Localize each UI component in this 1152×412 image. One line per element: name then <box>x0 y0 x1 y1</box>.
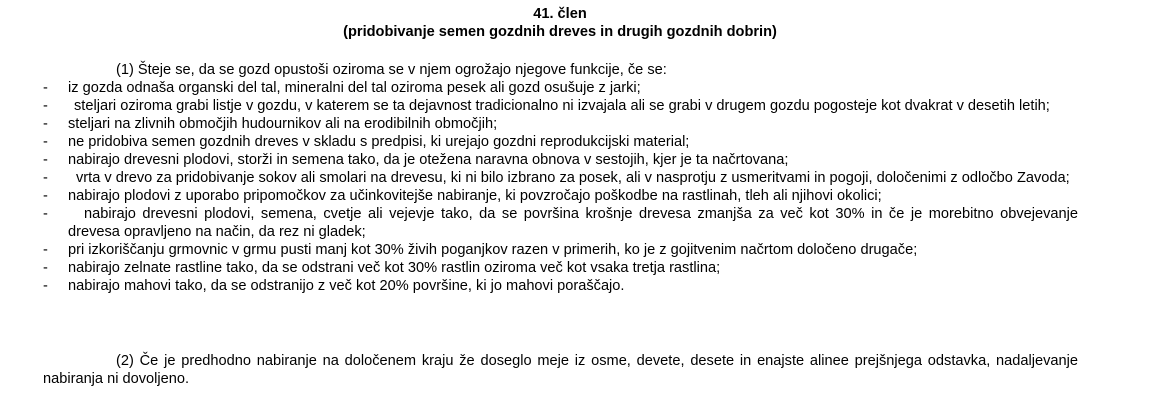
list-item-text: nabirajo drevesni plodovi, semena, cvetje ali vejevje tako, da se površina krošnje drevesa zmanjša za več kot 30% in če je morebitno obvejevanje drevesa opravljeno na način, da rez ni gladek; <box>68 206 1078 240</box>
list-item-text: ne pridobiva semen gozdnih dreves v skladu s predpisi, ki urejajo gozdni reprodukcijski material; <box>68 134 690 150</box>
paragraph-2: (2) Če je predhodno nabiranje na določenem kraju že doseglo meje iz osme, devete, desete in enajste alinee prejšnjega odstavka, nadaljevanje nabiranja ni dovoljeno. <box>43 353 1078 387</box>
list-item-text: nabirajo drevesni plodovi, storži in semena tako, da je otežena naravna obnova v sestojih, kjer je ta načrtovana; <box>68 152 789 168</box>
dash-marker: - <box>43 116 48 132</box>
list-item-text: iz gozda odnaša organski del tal, mineralni del tal oziroma pesek ali gozd osušuje z jarki; <box>68 80 641 96</box>
list-item-text: steljari na zlivnih območjih hudournikov ali na erodibilnih območjih; <box>68 116 498 132</box>
dash-marker: - <box>43 278 48 294</box>
list-item <box>0 169 1152 187</box>
dash-marker: - <box>43 152 48 168</box>
list-item-text: nabirajo plodovi z uporabo pripomočkov za učinkovitejše nabiranje, ki povzročajo poškodbe na rastlinah, tleh ali njihovi okolici; <box>68 188 882 204</box>
list-item <box>0 133 1152 151</box>
indent-list <box>0 79 1152 295</box>
dash-marker: - <box>43 134 48 150</box>
paragraph-1: (1) Šteje se, da se gozd opustoši oziroma se v njem ogrožajo njegove funkcije, če se: <box>116 62 667 78</box>
dash-marker: - <box>43 242 48 258</box>
article-subtitle: (pridobivanje semen gozdnih dreves in drugih gozdnih dobrin) <box>343 24 777 40</box>
article-number: 41. člen <box>533 6 587 22</box>
list-item-text: nabirajo zelnate rastline tako, da se odstrani več kot 30% rastlin oziroma več kot vsaka tretja rastlina; <box>68 260 721 276</box>
list-item <box>0 187 1152 205</box>
list-item <box>0 241 1152 259</box>
list-item <box>0 115 1152 133</box>
list-item <box>0 205 1152 241</box>
dash-marker: - <box>43 260 48 276</box>
list-item-text: steljari oziroma grabi listje v gozdu, v katerem se ta dejavnost tradicionalno ni izvajala ali se grabi v drugem gozdu pogosteje kot dvakrat v desetih letih; <box>74 98 1050 114</box>
list-item-text: pri izkoriščanju grmovnic v grmu pusti manj kot 30% živih poganjkov razen v primerih, ko je z gojitvenim načrtom določeno drugače; <box>68 242 918 258</box>
dash-marker: - <box>43 206 48 222</box>
list-item <box>0 97 1152 115</box>
dash-marker: - <box>43 188 48 204</box>
list-item <box>0 79 1152 97</box>
dash-marker: - <box>43 170 48 186</box>
list-item-text: nabirajo mahovi tako, da se odstranijo z več kot 20% površine, ki jo mahovi poraščajo. <box>68 278 625 294</box>
list-item-text: vrta v drevo za pridobivanje sokov ali smolari na drevesu, ki ni bilo izbrano za posek, ali v nasprotju z usmeritvami in pogoji, določenimi z odločbo Zavoda; <box>76 170 1070 186</box>
list-item <box>0 151 1152 169</box>
dash-marker: - <box>43 98 48 114</box>
list-item <box>0 259 1152 277</box>
dash-marker: - <box>43 80 48 96</box>
list-item <box>0 277 1152 295</box>
